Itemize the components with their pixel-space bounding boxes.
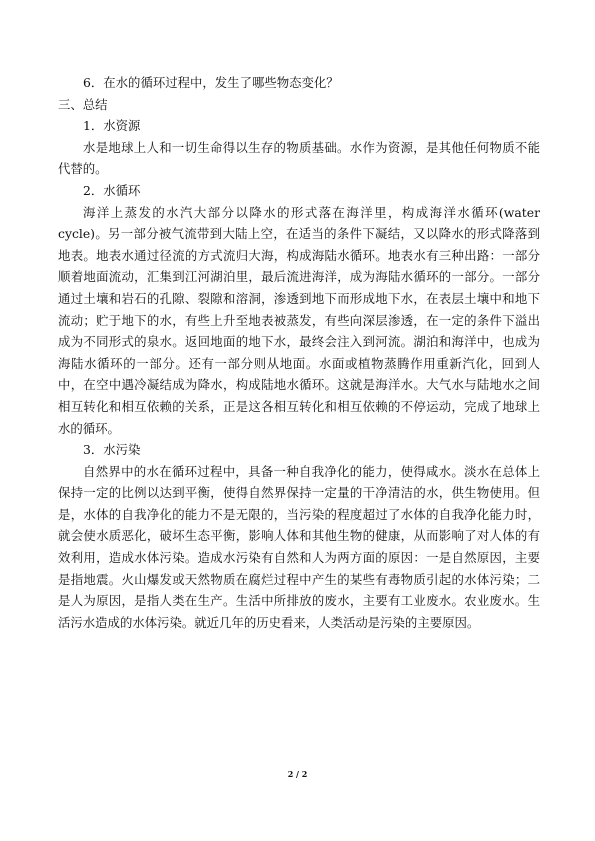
subsection-1-heading: 1．水资源: [83, 118, 141, 134]
subsection-1-paragraph: 水是地球上人和一切生命得以生存的物质基础。水作为资源，是其他任何物质不能代替的。: [58, 139, 540, 177]
subsection-3-paragraph: 自然界中的水在循环过程中，具备一种自我净化的能力，使得咸水。淡水在总体上保持一定的比例以达到平衡，使得自然界保持一定量的干净清洁的水，供生物使用。但是，水体的自我净化的能力不是无限的，当污染的程度超过了水体的自我净化能力时，就会使水质恶化，破坏生态平衡，影响人体和其他生物的健康，从而影响了对人体的有效利用，造成水体污染。造成水污染有自然和人为两方面的原因：一是自然原因，主要是指地震。火山爆发或天然物质在腐烂过程中产生的某些有毒物质引起的水体污染；二是人为原因，是指人类在生产。生活中所排放的废水，主要有工业废水。农业废水。生活污水造成的水体污染。就近几年的历史看来，人类活动是污染的主要原因。: [58, 463, 540, 630]
subsection-3-heading: 3．水污染: [83, 442, 141, 458]
page-number: 2 / 2: [287, 769, 308, 779]
question-6: 6．在水的循环过程中，发生了哪些物态变化？: [83, 75, 339, 90]
subsection-2-paragraph: 海洋上蒸发的水汽大部分以降水的形式落在海洋里，构成海洋水循环(water cycle)。另一部分被气流带到大陆上空，在适当的条件下凝结，又以降水的形式降落到地表。地表水通过径流的方式流归大海，构成海陆水循环。地表水有三种出路：一部分顺着地面流动，汇集到江河湖泊里，最后流进海洋，成为海陆水循环的一部分。一部分通过土壤和岩石的孔隙、裂隙和溶洞，渗透到地下而形成地下水，在表层土壤中和地下流动；贮于地下的水，有些上升至地表被蒸发，有些向深层渗透，在一定的条件下溢出成为不同形式的泉水。返回地面的地下水，最终会注入到河流。湖泊和海洋中，也成为海陆水循环的一部分。还有一部分则从地面。水面或植物蒸腾作用重新汽化，回到人中，在空中遇冷凝结成为降水，构成陆地水循环。这就是海洋水。大气水与陆地水之间相互转化和相互依赖的关系，正是这各相互转化和相互依赖的不停运动，完成了地球上水的循环。: [58, 204, 540, 436]
document-body: [58, 72, 540, 633]
subsection-2-heading: 2．水循环: [83, 182, 141, 198]
section-3-heading: 三、总结: [58, 96, 108, 112]
